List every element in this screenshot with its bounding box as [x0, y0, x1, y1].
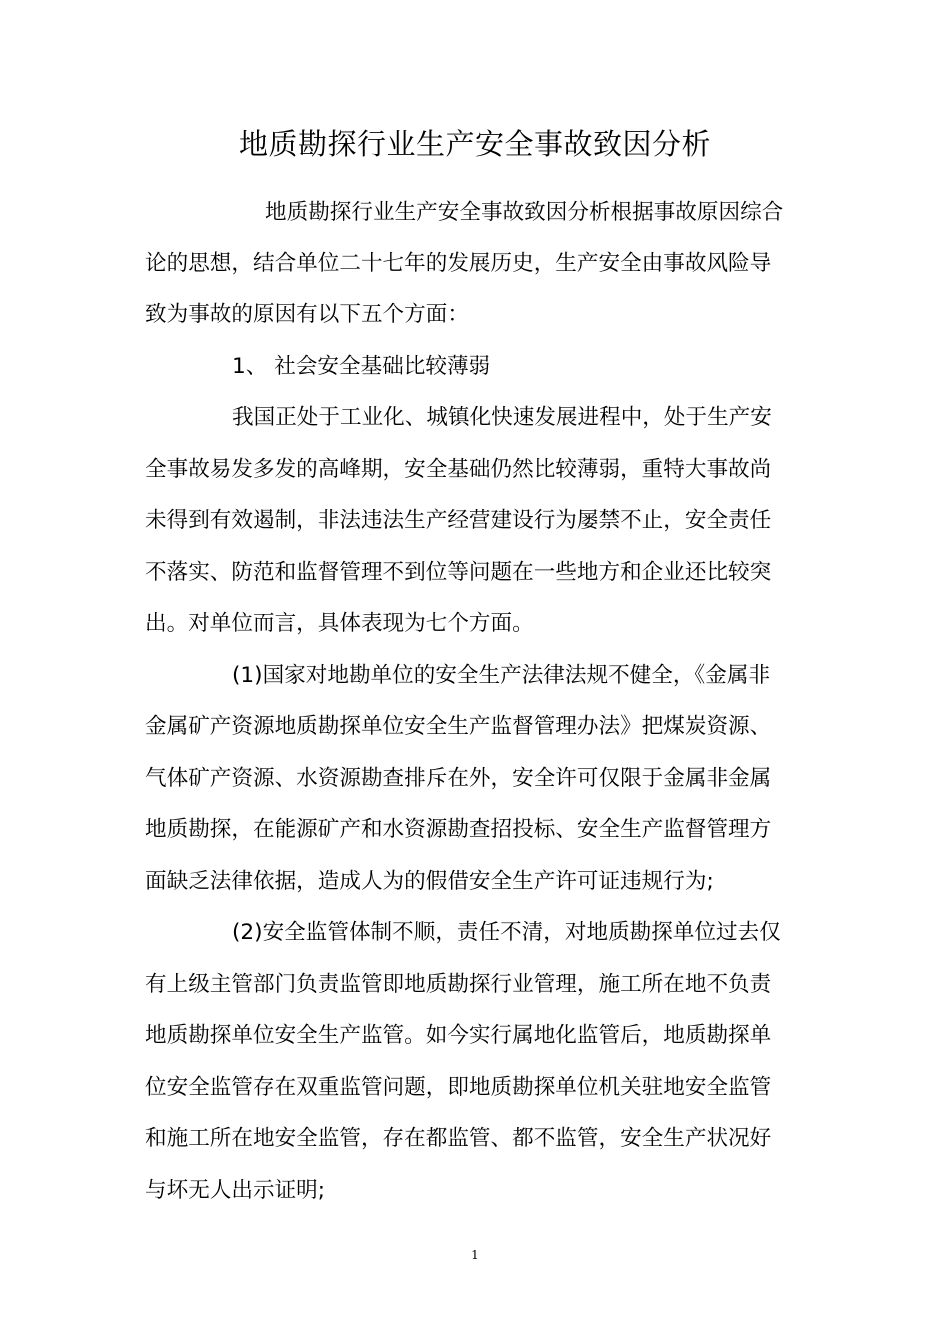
body-line: 地质勘探行业生产安全事故致因分析根据事故原因综合: [265, 200, 784, 225]
page-number: 1: [471, 1248, 479, 1262]
section-heading: 1、 社会安全基础比较薄弱: [232, 354, 491, 379]
body-line: 致为事故的原因有以下五个方面：: [145, 302, 469, 327]
document-title: 地质勘探行业生产安全事故致因分析: [238, 127, 711, 161]
body-line: 气体矿产资源、水资源勘查排斥在外，安全许可仅限于金属非金属: [145, 766, 772, 791]
body-line: 和施工所在地安全监管，存在都监管、都不监管，安全生产状况好: [145, 1126, 772, 1151]
body-line: 未得到有效遏制，非法违法生产经营建设行为屡禁不止，安全责任: [145, 508, 772, 533]
body-line: 地质勘探，在能源矿产和水资源勘查招投标、安全生产监督管理方: [145, 817, 772, 842]
body-line: 位安全监管存在双重监管问题，即地质勘探单位机关驻地安全监管: [145, 1075, 772, 1100]
body-line: 论的思想，结合单位二十七年的发展历史，生产安全由事故风险导: [145, 251, 772, 276]
body-line: 不落实、防范和监督管理不到位等问题在一些地方和企业还比较突: [145, 560, 772, 585]
body-line: 全事故易发多发的高峰期，安全基础仍然比较薄弱，重特大事故尚: [145, 457, 772, 482]
list-item-line: (1)国家对地勘单位的安全生产法律法规不健全，《金属非: [232, 663, 771, 688]
body-line: 出。对单位而言，具体表现为七个方面。: [145, 611, 534, 636]
body-line: 我国正处于工业化、城镇化快速发展进程中，处于生产安: [232, 405, 772, 430]
list-item-line: (2)安全监管体制不顺，责任不清，对地质勘探单位过去仅: [232, 920, 781, 945]
body-line: 地质勘探单位安全生产监管。如今实行属地化监管后，地质勘探单: [145, 1023, 772, 1048]
body-line: 与坏无人出示证明;: [145, 1178, 326, 1203]
body-line: 有上级主管部门负责监管即地质勘探行业管理，施工所在地不负责: [145, 972, 772, 997]
body-line: 面缺乏法律依据，造成人为的假借安全生产许可证违规行为;: [145, 869, 714, 894]
body-line: 金属矿产资源地质勘探单位安全生产监督管理办法》把煤炭资源、: [145, 714, 772, 739]
